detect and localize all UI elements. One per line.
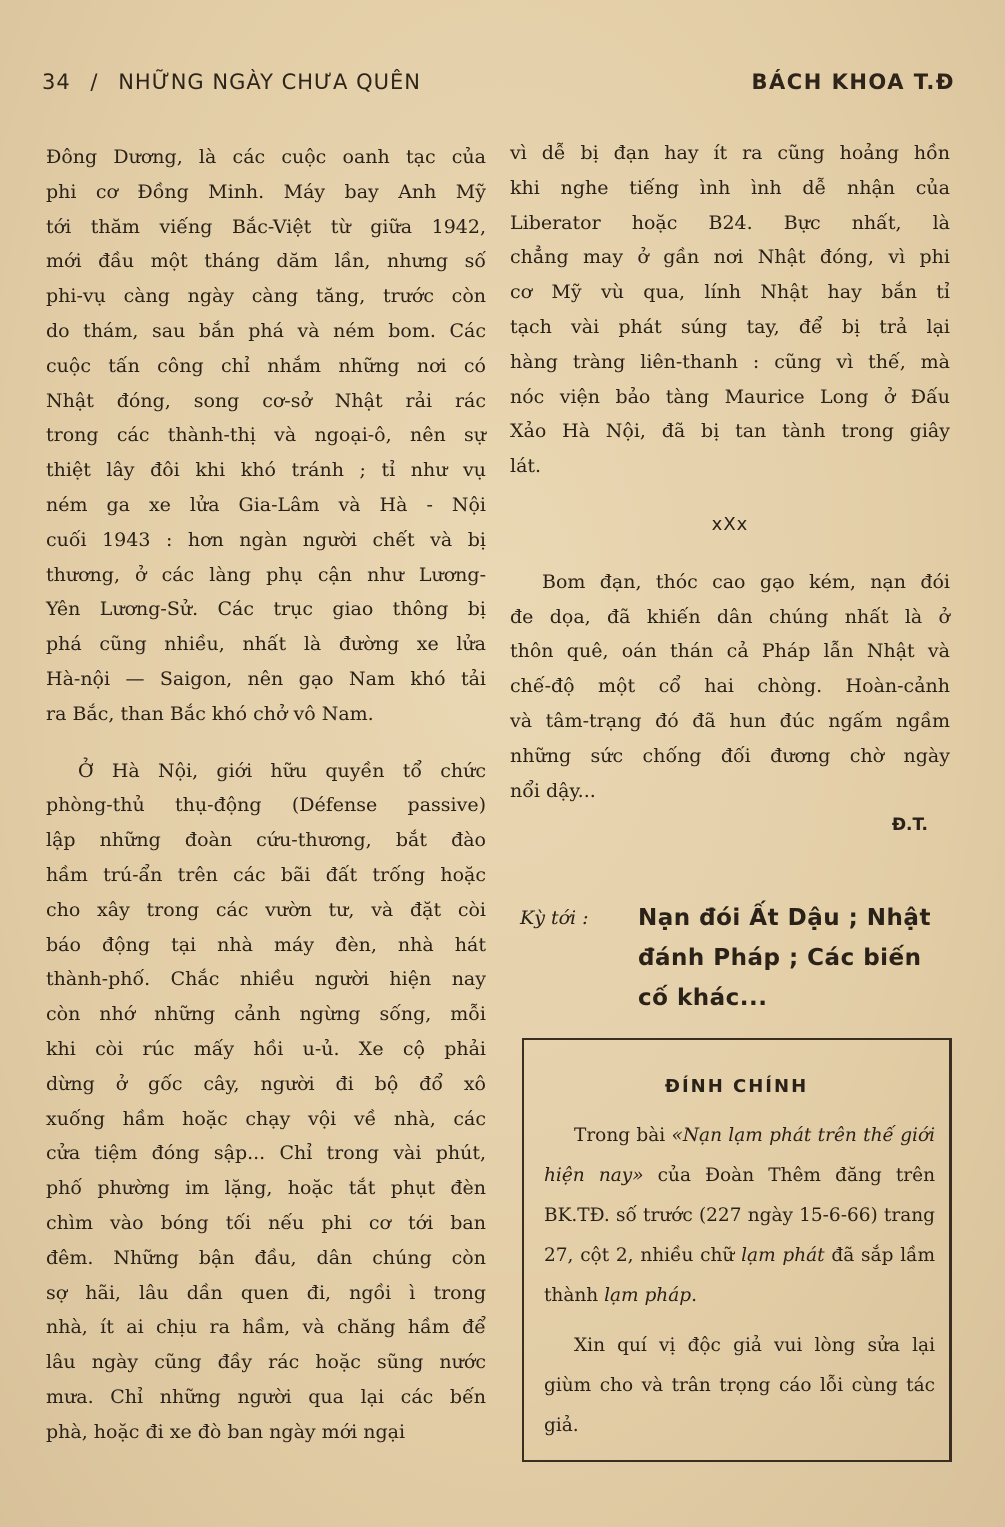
text-line: phòng-thủ thụ-động (Défense passive) — [46, 794, 486, 817]
text-line: khi còi rúc mấy hồi u-ủ. Xe cộ phải — [46, 1037, 486, 1060]
erratum-text: . — [691, 1285, 697, 1306]
text-line: cho xây trong các vườn tư, và đặt còi — [46, 898, 486, 921]
erratum-paragraph-1 — [544, 1116, 935, 1316]
text-line: Liberator hoặc B24. Bực nhất, là — [510, 211, 950, 234]
erratum-article-title: «Nạn lạm phát trên thế giới hiện nay» — [544, 1125, 936, 1186]
author-signature: Đ.T. — [891, 815, 928, 836]
text-line: hàng tràng liên-thanh : cũng vì thế, mà — [510, 350, 950, 373]
text-line: phi cơ Đồng Minh. Máy bay Anh Mỹ — [46, 180, 486, 203]
right-column — [510, 136, 950, 843]
text-line: và tâm-trạng đó đã hun đúc ngấm ngầm — [510, 709, 950, 732]
text-line: còn nhớ những cảnh ngừng sống, mỗi — [46, 1003, 486, 1026]
text-line: đêm. Những bận đầu, dân chúng còn — [46, 1246, 486, 1269]
text-line: do thám, sau bắn phá và ném bom. Các — [46, 319, 486, 342]
text-line: cuộc tấn công chỉ nhắm những nơi có — [46, 354, 486, 377]
text-line: cơ Mỹ vù qua, lính Nhật hay bắn tỉ — [510, 281, 950, 304]
text-line: cửa tiệm đóng sập... Chỉ trong vài phút, — [46, 1142, 486, 1165]
text-line: trong các thành-thị và ngoại-ô, nên sự — [46, 424, 486, 447]
header-left — [42, 70, 421, 94]
right-paragraph-1 — [510, 136, 950, 484]
text-line: Hà-nội — Saigon, nên gạo Nam khó tải — [46, 667, 486, 690]
section-separator: xXx — [711, 513, 749, 535]
text-line: những sức chống đối đương chờ ngày — [510, 744, 950, 767]
text-line: hầm trú-ẩn trên các bãi đất trống hoặc — [46, 863, 486, 886]
left-paragraph-1 — [46, 140, 486, 732]
text-line: Yên Lương-Sử. Các trục giao thông bị — [46, 598, 486, 621]
text-line: vì dễ bị đạn hay ít ra cũng hoảng hồn — [510, 142, 950, 164]
text-line: đe dọa, đã khiến dân chúng nhất là ở — [510, 605, 950, 628]
text-line: thành-phố. Chắc nhiều người hiện nay — [46, 968, 486, 991]
text-line: mới đầu một tháng dăm lần, nhưng số — [46, 250, 486, 273]
text-line: dừng ở gốc cây, người đi bộ đổ xô — [46, 1072, 486, 1095]
text-line: mưa. Chỉ những người qua lại các bến — [46, 1385, 486, 1408]
text-line: chìm vào bóng tối nếu phi cơ tới ban — [46, 1211, 486, 1234]
text-line: phi-vụ càng ngày càng tăng, trước còn — [46, 285, 486, 308]
text-line: lập những đoàn cứu-thương, bắt đào — [46, 829, 486, 852]
page-header — [42, 70, 955, 106]
text-line: ra Bắc, than Bắc khó chở vô Nam. — [46, 702, 374, 725]
erratum-term: lạm pháp — [604, 1285, 692, 1306]
text-line: Xảo Hà Nội, đã bị tan tành trong giây — [510, 420, 950, 443]
text-line: tạch vài phát súng tay, để bị trả lại — [510, 315, 950, 338]
left-column — [46, 140, 486, 1449]
erratum-text: đã sắp lầm thành — [544, 1245, 935, 1306]
left-paragraph-2 — [46, 754, 486, 1450]
text-line: sợ hãi, lâu dần quen đi, ngồi ì trong — [46, 1281, 486, 1304]
erratum-box — [522, 1038, 952, 1462]
text-line: ném ga xe lửa Gia-Lâm và Hà - Nội — [46, 493, 486, 516]
text-line: tới thăm viếng Bắc-Việt từ giữa 1942, — [46, 215, 486, 238]
text-line: thôn quê, oán thán cả Pháp lẫn Nhật và — [510, 640, 950, 663]
erratum-body — [544, 1116, 935, 1446]
erratum-title: ĐÍNH CHÍNH — [664, 1076, 809, 1097]
text-line: Nhật đóng, song cơ-sở Nhật rải rác — [46, 389, 486, 412]
text-line: báo động tại nhà máy đèn, nhà hát — [46, 933, 486, 956]
text-line: lâu ngày cũng đầy rác hoặc sũng nước — [46, 1351, 486, 1374]
text-line: nóc viện bảo tàng Maurice Long ở Đấu — [510, 385, 950, 408]
text-line: phá cũng nhiều, nhất là đường xe lửa — [46, 633, 486, 656]
text-line: thương, ở các làng phụ cận như Lương- — [46, 563, 486, 586]
text-line: chẳng may ở gần nơi Nhật đóng, vì phi — [510, 246, 950, 269]
next-issue-label: Kỳ tới : — [520, 907, 589, 929]
text-line: nhà, ít ai chịu ra hầm, và chăng hầm để — [46, 1316, 486, 1339]
erratum-text: của Đoàn Thêm đăng trên BK.TĐ. số trước (227 ngày 15-6-66) trang 27, cột 2, nhiều chữ — [544, 1165, 935, 1266]
next-issue-title: Nạn đói Ất Dậu ; Nhật đánh Pháp ; Các biến cố khác... — [638, 905, 931, 1011]
text-line: Đông Dương, là các cuộc oanh tạc của — [46, 146, 486, 168]
header-separator: / — [90, 70, 99, 94]
text-line: xuống hầm hoặc chạy vội về nhà, các — [46, 1107, 486, 1130]
erratum-paragraph-2: Xin quí vị độc giả vui lòng sửa lại giùm cho và trân trọng cáo lỗi cùng tác giả. — [544, 1335, 935, 1436]
erratum-text: Trong bài — [574, 1125, 672, 1146]
page-number: 34 — [42, 70, 71, 94]
section-title: NHỮNG NGÀY CHƯA QUÊN — [118, 70, 421, 94]
erratum-term: lạm phát — [741, 1245, 825, 1266]
text-line: phà, hoặc đi xe đò ban ngày mới ngại — [46, 1420, 406, 1443]
text-line: phố phường im lặng, hoặc tắt phụt đèn — [46, 1177, 486, 1200]
text-line: Bom đạn, thóc cao gạo kém, nạn đói — [542, 570, 950, 593]
text-line: cuối 1943 : hơn ngàn người chết và bị — [46, 528, 486, 551]
text-line: Ở Hà Nội, giới hữu quyền tổ chức — [78, 759, 486, 782]
text-line: nổi dậy... — [510, 779, 596, 802]
text-line: thiệt lây đôi khi khó tránh ; tỉ như vụ — [46, 459, 486, 482]
text-line: chế-độ một cổ hai chòng. Hoàn-cảnh — [510, 675, 950, 698]
right-paragraph-2 — [510, 565, 950, 809]
text-line: khi nghe tiếng ình ình dễ nhận của — [510, 176, 950, 199]
publication-name: BÁCH KHOA T.Đ — [751, 70, 955, 94]
text-line: lát. — [510, 455, 542, 478]
